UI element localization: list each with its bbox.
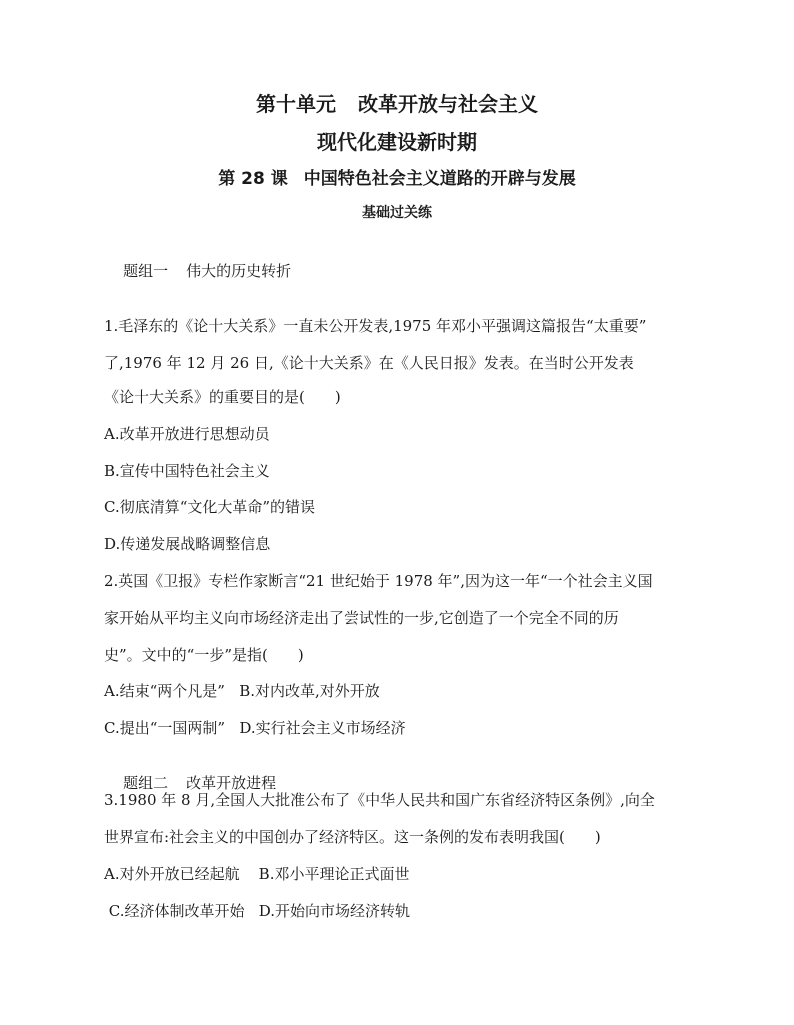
unit-title [0, 88, 794, 117]
question-1-option-d: D.传递发展战略调整信息 [104, 535, 271, 553]
group-heading-1 [104, 241, 291, 301]
question-3-options-ab: A.对外开放已经起航 B.邓小平理论正式面世 [104, 865, 410, 883]
lesson-name: 中国特色社会主义道路的开辟与发展 [303, 169, 576, 189]
group-title: 伟大的历史转折 [186, 262, 292, 280]
question-3-line-2: 世界宣布:社会主义的中国创办了经济特区。这一条例的发布表明我国( ) [104, 828, 601, 846]
question-1-line-1: 1.毛泽东的《论十大关系》一直未公开发表,1975 年邓小平强调这篇报告“太重要” [104, 317, 647, 335]
question-2-options-ab: A.结束“两个凡是” B.对内改革,对外开放 [104, 682, 380, 700]
group-title: 改革开放进程 [186, 774, 277, 792]
question-3-line-1: 3.1980 年 8 月,全国人大批准公布了《中华人民共和国广东省经济特区条例》,向全 [104, 791, 655, 809]
question-2-line-3: 史”。文中的“一步”是指( ) [104, 646, 304, 664]
group-label: 题组二 [123, 774, 169, 792]
group-label: 题组一 [123, 262, 169, 280]
question-1-option-c: C.彻底清算“文化大革命”的错误 [104, 498, 316, 516]
question-1-option-b: B.宣传中国特色社会主义 [104, 462, 270, 480]
question-2-options-cd: C.提出“一国两制” D.实行社会主义市场经济 [104, 719, 406, 737]
unit-title-line2: 现代化建设新时期 [317, 130, 477, 154]
unit-name: 改革开放与社会主义 [358, 92, 538, 116]
question-1-option-a: A.改革开放进行思想动员 [104, 425, 270, 443]
question-1-line-2: 了,1976 年 12 月 26 日,《论十大关系》在《人民日报》发表。在当时公开发表 [104, 354, 634, 372]
question-2-line-1: 2.英国《卫报》专栏作家断言“21 世纪始于 1978 年”,因为这一年“一个社会主义国 [104, 572, 653, 590]
unit-number: 第十单元 [256, 92, 336, 116]
question-2-line-2: 家开始从平均主义向市场经济走出了尝试性的一步,它创造了一个完全不同的历 [104, 609, 619, 627]
lesson-title [0, 164, 794, 189]
lesson-number: 第 28 课 [218, 169, 288, 189]
question-1-line-3: 《论十大关系》的重要目的是( ) [104, 388, 341, 406]
section-label: 基础过关练 [362, 205, 432, 221]
question-3-options-cd: C.经济体制改革开始 D.开始向市场经济转轨 [104, 902, 411, 920]
